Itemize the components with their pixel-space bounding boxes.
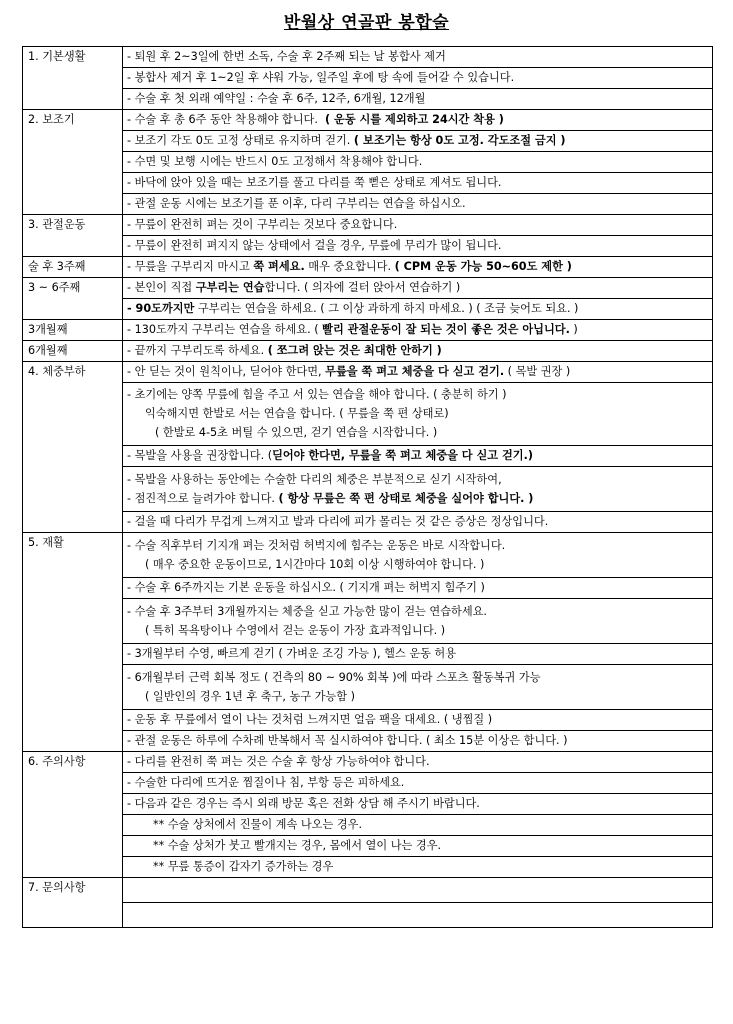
section-label: 6. 주의사항 [23, 752, 123, 878]
table-row [23, 131, 713, 152]
row-text: - 무릎이 완전히 펴지지 않는 상태에서 걸을 경우, 무릎에 무리가 많이 됩니다. [123, 236, 713, 257]
table-row [23, 68, 713, 89]
table-row [23, 362, 713, 383]
table-row [23, 383, 713, 446]
table-row [23, 152, 713, 173]
row-text: - 수술 후 6주까지는 기본 운동을 하십시오. ( 기지개 펴는 허벅지 힘주기 ) [123, 578, 713, 599]
row-text: - 관절 운동은 하루에 수차례 반복해서 꼭 실시하여야 합니다. ( 최소 15분 이상은 합니다. ) [123, 731, 713, 752]
table-row [23, 731, 713, 752]
table-row [23, 236, 713, 257]
section-label: 2. 보조기 [23, 110, 123, 215]
section-label: 술 후 3주째 [23, 257, 123, 278]
table-row [23, 446, 713, 467]
section-label: 3. 관절운동 [23, 215, 123, 257]
row-text: - 수술 후 첫 외래 예약일 : 수술 후 6주, 12주, 6개월, 12개월 [123, 89, 713, 110]
row-text: - 퇴원 후 2~3일에 한번 소독, 수술 후 2주째 되는 날 봉합사 제거 [123, 47, 713, 68]
table-row [23, 467, 713, 512]
row-text: - 수술 후 3주부터 3개월까지는 체중을 싣고 가능한 많이 걷는 연습하세요. ( 특히 목욕탕이나 수영에서 걷는 운동이 가장 효과적입니다. ) [123, 599, 713, 644]
table-row [23, 773, 713, 794]
row-text: - 초기에는 양쪽 무릎에 힘을 주고 서 있는 연습을 해야 합니다. ( 충분히 하기 ) 익숙해지면 한발로 서는 연습을 합니다. ( 무릎을 쭉 편 상태로) ( 한발로 4-5초 버틸 수 있으면, 걷기 연습을 시작합니다. ) [123, 383, 713, 446]
row-text: - 무릎을 구부리지 마시고 쭉 펴세요. 매우 중요합니다. ( CPM 운동 가능 50~60도 제한 ) [123, 257, 713, 278]
table-row [23, 752, 713, 773]
row-text: - 관절 운동 시에는 보조기를 푼 이후, 다리 구부리는 연습을 하십시오. [123, 194, 713, 215]
row-text: - 수술 직후부터 기지개 펴는 것처럼 허벅지에 힘주는 운동은 바로 시작합니다. ( 매우 중요한 운동이므로, 1시간마다 10회 이상 시행하여야 합니다. ) [123, 533, 713, 578]
table-row [23, 257, 713, 278]
row-text: - 90도까지만 구부리는 연습을 하세요. ( 그 이상 과하게 하지 마세요. ) ( 조금 늦어도 되요. ) [123, 299, 713, 320]
row-text: ** 수술 상처가 붓고 빨개지는 경우, 몸에서 열이 나는 경우. [123, 836, 713, 857]
table-row [23, 341, 713, 362]
table-row [23, 512, 713, 533]
table-row [23, 578, 713, 599]
row-text: ** 수술 상처에서 진물이 계속 나오는 경우. [123, 815, 713, 836]
table-row [23, 278, 713, 299]
table-row [23, 665, 713, 710]
blank-cell [123, 878, 713, 903]
table-row [23, 533, 713, 578]
row-text: - 운동 후 무릎에서 열이 나는 것처럼 느껴지면 얼음 팩을 대세요. ( 냉찜질 ) [123, 710, 713, 731]
table-row [23, 173, 713, 194]
table-row [23, 215, 713, 236]
row-text: - 목발을 사용을 권장합니다. (딛어야 한다면, 무릎을 쭉 펴고 체중을 다 싣고 걷기.) [123, 446, 713, 467]
blank-cell [123, 903, 713, 928]
row-text: - 다음과 같은 경우는 즉시 외래 방문 혹은 전화 상담 해 주시기 바랍니다. [123, 794, 713, 815]
table-row [23, 794, 713, 815]
row-text: - 무릎이 완전히 펴는 것이 구부리는 것보다 중요합니다. [123, 215, 713, 236]
table-row [23, 836, 713, 857]
row-text: - 130도까지 구부리는 연습을 하세요. ( 빨리 관절운동이 잘 되는 것이 좋은 것은 아닙니다. ) [123, 320, 713, 341]
row-text: - 수술한 다리에 뜨거운 찜질이나 침, 부항 등은 피하세요. [123, 773, 713, 794]
table-row [23, 320, 713, 341]
section-label: 1. 기본생활 [23, 47, 123, 110]
table-row [23, 815, 713, 836]
row-text: - 목발을 사용하는 동안에는 수술한 다리의 체중은 부분적으로 싣기 시작하여, - 점진적으로 늘려가야 합니다. ( 항상 무릎은 쭉 편 상태로 체중을 실어야 합니다. ) [123, 467, 713, 512]
instruction-table [22, 46, 713, 928]
table-row [23, 903, 713, 928]
table-row [23, 710, 713, 731]
section-label: 3 ~ 6주째 [23, 278, 123, 320]
table-row [23, 878, 713, 903]
row-text: - 6개월부터 근력 회복 정도 ( 건측의 80 ~ 90% 회복 )에 따라 스포츠 활동복귀 가능 ( 일반인의 경우 1년 후 축구, 농구 가능함 ) [123, 665, 713, 710]
table-row [23, 47, 713, 68]
row-text: - 본인이 직접 구부리는 연습합니다. ( 의자에 걸터 앉아서 연습하기 ) [123, 278, 713, 299]
section-label: 7. 문의사항 [23, 878, 123, 928]
row-text: - 보조기 각도 0도 고정 상태로 유지하며 걷기. ( 보조기는 항상 0도 고정. 각도조절 금지 ) [123, 131, 713, 152]
table-row [23, 110, 713, 131]
row-text: - 걸을 때 다리가 무겁게 느껴지고 발과 다리에 피가 몰리는 것 같은 증상은 정상입니다. [123, 512, 713, 533]
table-row [23, 89, 713, 110]
row-text: - 수면 및 보행 시에는 반드시 0도 고정해서 착용해야 합니다. [123, 152, 713, 173]
table-row [23, 644, 713, 665]
row-text: - 3개월부터 수영, 빠르게 걷기 ( 가벼운 조깅 가능 ), 헬스 운동 허용 [123, 644, 713, 665]
page-title: 반월상 연골판 봉합술 [283, 13, 450, 33]
row-text: - 수술 후 총 6주 동안 착용해야 합니다. ( 운동 시를 제외하고 24시간 착용 ) [123, 110, 713, 131]
row-text: - 다리를 완전히 쭉 펴는 것은 수술 후 항상 가능하여야 합니다. [123, 752, 713, 773]
table-row [23, 299, 713, 320]
row-text: - 안 딛는 것이 원칙이나, 딛어야 한다면, 무릎을 쭉 펴고 체중을 다 싣고 걷기. ( 목발 권장 ) [123, 362, 713, 383]
row-text: - 봉합사 제거 후 1~2일 후 샤워 가능, 일주일 후에 탕 속에 들어갈 수 있습니다. [123, 68, 713, 89]
table-row [23, 194, 713, 215]
table-row [23, 857, 713, 878]
section-label: 3개월째 [23, 320, 123, 341]
row-text: - 끝까지 구부리도록 하세요. ( 쪼그려 앉는 것은 최대한 안하기 ) [123, 341, 713, 362]
table-row [23, 599, 713, 644]
section-label: 5. 재활 [23, 533, 123, 752]
row-text: ** 무릎 통증이 갑자기 증가하는 경우 [123, 857, 713, 878]
row-text: - 바닥에 앉아 있을 때는 보조기를 풀고 다리를 쭉 뻗은 상태로 계셔도 됩니다. [123, 173, 713, 194]
section-label: 4. 체중부하 [23, 362, 123, 533]
section-label: 6개월째 [23, 341, 123, 362]
